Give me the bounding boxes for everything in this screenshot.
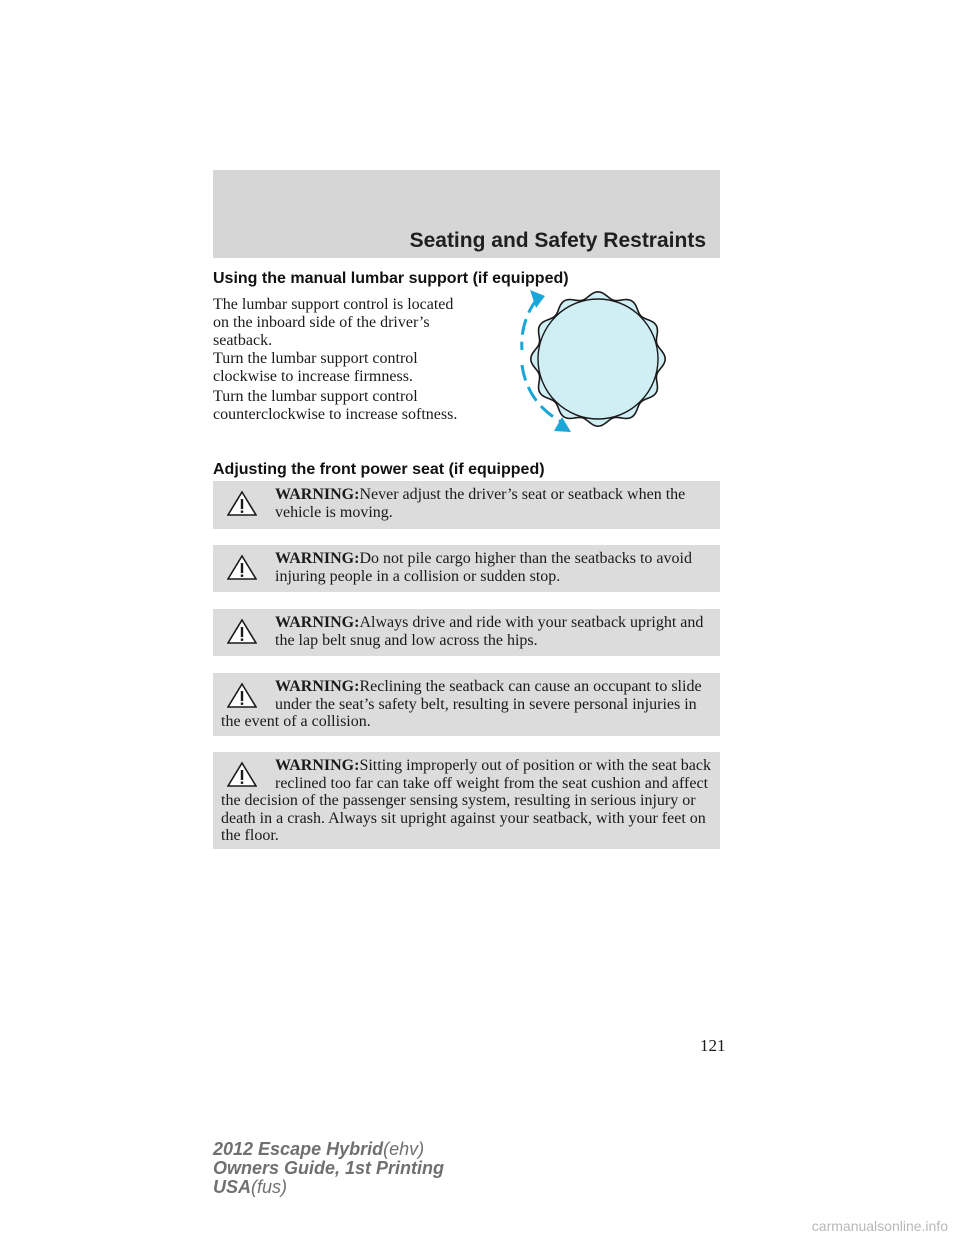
warning-label: WARNING: (275, 678, 360, 695)
warning-text: Reclining the seatback can cause an occupant to slide under the seat’s safety belt, resulting in severe personal injuries in the event of a collision. (221, 678, 702, 730)
footer-market: USA (213, 1177, 252, 1197)
warning-triangle-icon (227, 554, 257, 580)
warning-box (213, 545, 720, 592)
page-number: 121 (700, 1036, 726, 1055)
footer-model: 2012 Escape Hybrid (213, 1139, 384, 1159)
lumbar-heading: Using the manual lumbar support (if equipped) (213, 270, 569, 287)
footer-edition: Owners Guide, 1st Printing (213, 1158, 445, 1178)
print-footer (213, 1140, 444, 1197)
footer-model-code: (ehv) (383, 1139, 425, 1159)
warning-box (213, 673, 720, 736)
warning-text: Sitting improperly out of position or with the seat back reclined too far can take off weight from the seat cushion and affect the decision of the passenger sensing system, resulting in serious injury or death in a crash. Always sit upright against your seatback, with your feet on the floor. (221, 757, 711, 844)
warning-triangle-icon (227, 761, 257, 787)
warning-text: Do not pile cargo higher than the seatbacks to avoid injuring people in a collision or sudden stop. (275, 550, 692, 585)
lumbar-paragraph: The lumbar support control is located on the inboard side of the driver’s seatback. (213, 296, 454, 349)
warning-label: WARNING: (275, 486, 360, 503)
section-title: Seating and Safety Restraints (409, 229, 706, 252)
lumbar-knob-icon (505, 290, 685, 440)
warning-text: Never adjust the driver’s seat or seatback when the vehicle is moving. (275, 486, 686, 521)
watermark-link[interactable]: carmanualsonline.info (811, 1218, 948, 1234)
warning-text: Always drive and ride with your seatback upright and the lap belt snug and low across the hips. (275, 614, 704, 649)
footer-market-code: (fus) (251, 1177, 288, 1197)
warning-triangle-icon (227, 682, 257, 708)
warning-triangle-icon (227, 490, 257, 516)
warning-triangle-icon (227, 618, 257, 644)
warning-box (213, 609, 720, 656)
warning-box (213, 481, 720, 529)
section-header-band (213, 170, 720, 258)
warning-label: WARNING: (275, 614, 360, 631)
power-seat-heading: Adjusting the front power seat (if equipped) (213, 461, 545, 478)
lumbar-paragraph: Turn the lumbar support control counterclockwise to increase softness. (213, 388, 458, 423)
lumbar-paragraph: Turn the lumbar support control clockwise to increase firmness. (213, 350, 418, 385)
warning-box (213, 752, 720, 849)
warning-label: WARNING: (275, 550, 360, 567)
warning-label: WARNING: (275, 757, 360, 774)
